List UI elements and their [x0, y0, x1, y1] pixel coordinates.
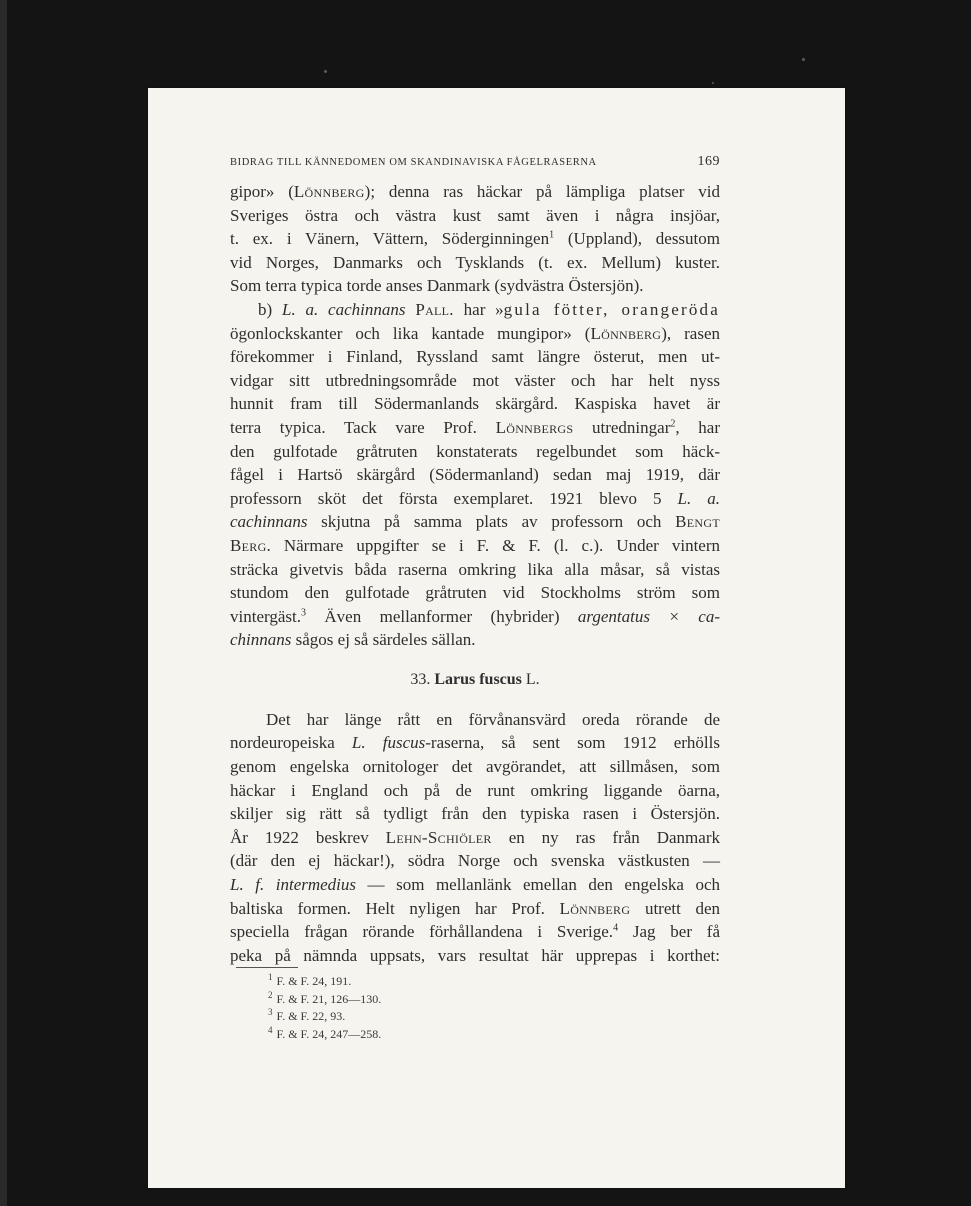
text-line: vid Norges, Danmarks och Tysklands (t. ex. Mellum) kuster.	[230, 252, 720, 272]
text-line: (där den ej häckar!), södra Norge och svenska västkusten —	[230, 851, 720, 871]
footnote-mark: 1	[268, 972, 273, 982]
text: t. ex. i Vänern, Vättern, Söderginningen	[230, 229, 550, 249]
text-line	[230, 897, 720, 921]
author-name: Lönnberg	[590, 323, 662, 343]
text: Jag ber få	[618, 922, 720, 942]
text: baltiska formen. Helt nyligen har Prof.	[230, 898, 560, 918]
text-line	[230, 731, 720, 755]
author-name: Lönnbergs	[495, 417, 574, 437]
text-line: fågel i Hartsö skärgård (Södermanland) sedan maj 1919, där	[230, 465, 720, 485]
scan-speck	[324, 70, 327, 73]
page-number: 169	[697, 154, 720, 169]
running-head	[230, 154, 720, 170]
author-name: Pall.	[415, 299, 454, 319]
text-line	[230, 826, 720, 850]
person-name: Berg	[230, 535, 267, 555]
scan-speck	[802, 58, 805, 61]
book-page	[148, 88, 845, 1188]
text: en ny ras från Danmark	[491, 827, 720, 847]
text-line: vidgar sitt utbredningsområde mot väster och har helt nyss	[230, 370, 720, 390]
scan-speck	[712, 82, 714, 84]
text: ), rasen	[661, 323, 720, 343]
text-line: peka på nämnda uppsats, vars resultat här upprepas i korthet:	[230, 945, 720, 965]
paragraph-1	[230, 180, 720, 298]
text-line: skiljer sig rätt så tydligt från den typiska rasen i Östersjön.	[230, 804, 720, 824]
text: professorn sköt det första exemplaret. 1921 blevo 5	[230, 488, 678, 508]
paragraph-3	[230, 708, 720, 968]
text: nordeuropeiska	[230, 733, 352, 753]
person-name: Bengt	[675, 512, 720, 532]
text: ögonlockskanter och lika kantade mungipor» (	[230, 323, 591, 343]
text: ); denna ras häckar på lämpliga platser vid	[364, 182, 720, 201]
taxon-name: cachinnans	[230, 512, 308, 532]
species-name: Larus fuscus	[434, 670, 522, 688]
text-line: Det har länge rått en förvånansvärd oreda rörande de	[266, 709, 720, 729]
text-line	[230, 298, 720, 322]
taxon-name: argentatus × ca-	[577, 606, 720, 626]
text: terra typica. Tack vare Prof.	[230, 417, 496, 437]
text: , har	[675, 417, 721, 437]
text: utrett den	[630, 898, 720, 918]
footnote-mark: 2	[268, 989, 273, 1000]
text-line	[230, 920, 720, 944]
taxon-name: L. a. cachinnans	[281, 299, 406, 319]
footnote-divider	[236, 967, 298, 968]
footnote	[268, 991, 381, 1009]
spaced-quote: gula fötter, orangeröda	[503, 299, 720, 319]
footnotes	[268, 973, 381, 1043]
text-line	[230, 873, 720, 897]
text: -raserna, så sent som 1912 erhölls	[425, 733, 720, 753]
text-line: genom engelska ornitologer det avgörandet, att sillmåsen, som	[230, 757, 720, 777]
taxon-name: L. fuscus	[351, 733, 426, 753]
text: skjutna på samma plats av professorn och	[307, 512, 676, 532]
footnote-text: F. & F. 21, 126—130.	[276, 991, 382, 1006]
text: vintergäst.	[230, 606, 301, 626]
text: (Uppland), dessutom	[554, 229, 720, 249]
text: b)	[258, 299, 282, 319]
footnote	[268, 1008, 381, 1026]
text-line: häckar i England och på de runt omkring liggande öarna,	[230, 780, 720, 800]
footnote	[268, 1026, 381, 1044]
text: sågos ej så särdeles sällan.	[291, 630, 476, 650]
species-author: L.	[525, 670, 540, 688]
taxon-name: L. f. intermedius	[230, 875, 357, 895]
scan-edge	[0, 0, 7, 1206]
paragraph-2	[230, 298, 720, 652]
section-number: 33.	[410, 670, 431, 688]
running-head-title: BIDRAG TILL KÄNNEDOMEN OM SKANDINAVISKA FÅGELRASERNA	[230, 157, 597, 168]
footnote-ref: 4	[613, 922, 619, 934]
footnote-text: F. & F. 24, 191.	[276, 974, 352, 988]
text: speciella frågan rörande förhållandena i Sverige.	[230, 922, 614, 942]
text-line: Som terra typica torde anses Danmark (sydvästra Östersjön).	[230, 276, 644, 296]
text-line	[230, 180, 720, 204]
footnote	[268, 973, 381, 991]
text: utredningar	[573, 417, 671, 437]
author-name: Lehn-Schiöler	[385, 827, 492, 847]
footnote-ref: 1	[549, 229, 555, 241]
footnote-ref: 2	[670, 418, 676, 430]
text: — som mellanlänk emellan den engelska och	[356, 875, 720, 895]
footnote-text: F. & F. 24, 247—258.	[276, 1026, 382, 1041]
footnote-mark: 4	[268, 1024, 273, 1035]
text-line: sträcka givetvis båda raserna omkring lika alla måsar, så vistas	[230, 559, 720, 579]
text-line	[230, 487, 720, 511]
text: År 1922 beskrev	[230, 827, 386, 847]
text-line: den gulfotade gråtruten konstaterats regelbundet som häck-	[230, 441, 720, 461]
text-line: hunnit fram till Södermanlands skärgård. Kaspiska havet är	[230, 394, 720, 414]
body-text	[230, 180, 720, 967]
text: har »	[453, 299, 504, 319]
text-line	[230, 322, 720, 346]
text-line: Sveriges östra och västra kust samt även i några insjöar,	[230, 205, 720, 225]
text-line: förekommer i Finland, Ryssland samt längre österut, men ut-	[230, 347, 720, 367]
text-line	[230, 605, 720, 629]
text-line	[230, 534, 720, 558]
text: gipor» (	[230, 182, 294, 201]
taxon-name: chinnans	[230, 630, 292, 650]
text-line	[230, 416, 720, 440]
text-line	[230, 227, 720, 251]
footnote-mark: 3	[268, 1007, 273, 1018]
section-heading	[230, 652, 720, 708]
text: . Närmare uppgifter se i F. & F. (l. c.). Under vintern	[266, 535, 720, 555]
text-line: stundom den gulfotade gråtruten vid Stockholms ström som	[230, 583, 720, 603]
text: Även mellanformer (hybrider)	[305, 606, 578, 626]
text-line	[230, 628, 720, 652]
text-line	[230, 510, 720, 534]
author-name: Lönnberg	[293, 182, 365, 201]
footnote-text: F. & F. 22, 93.	[276, 1009, 346, 1024]
author-name: Lönnberg	[559, 898, 631, 918]
footnote-ref: 3	[300, 607, 306, 619]
taxon-name: L. a.	[677, 488, 720, 508]
